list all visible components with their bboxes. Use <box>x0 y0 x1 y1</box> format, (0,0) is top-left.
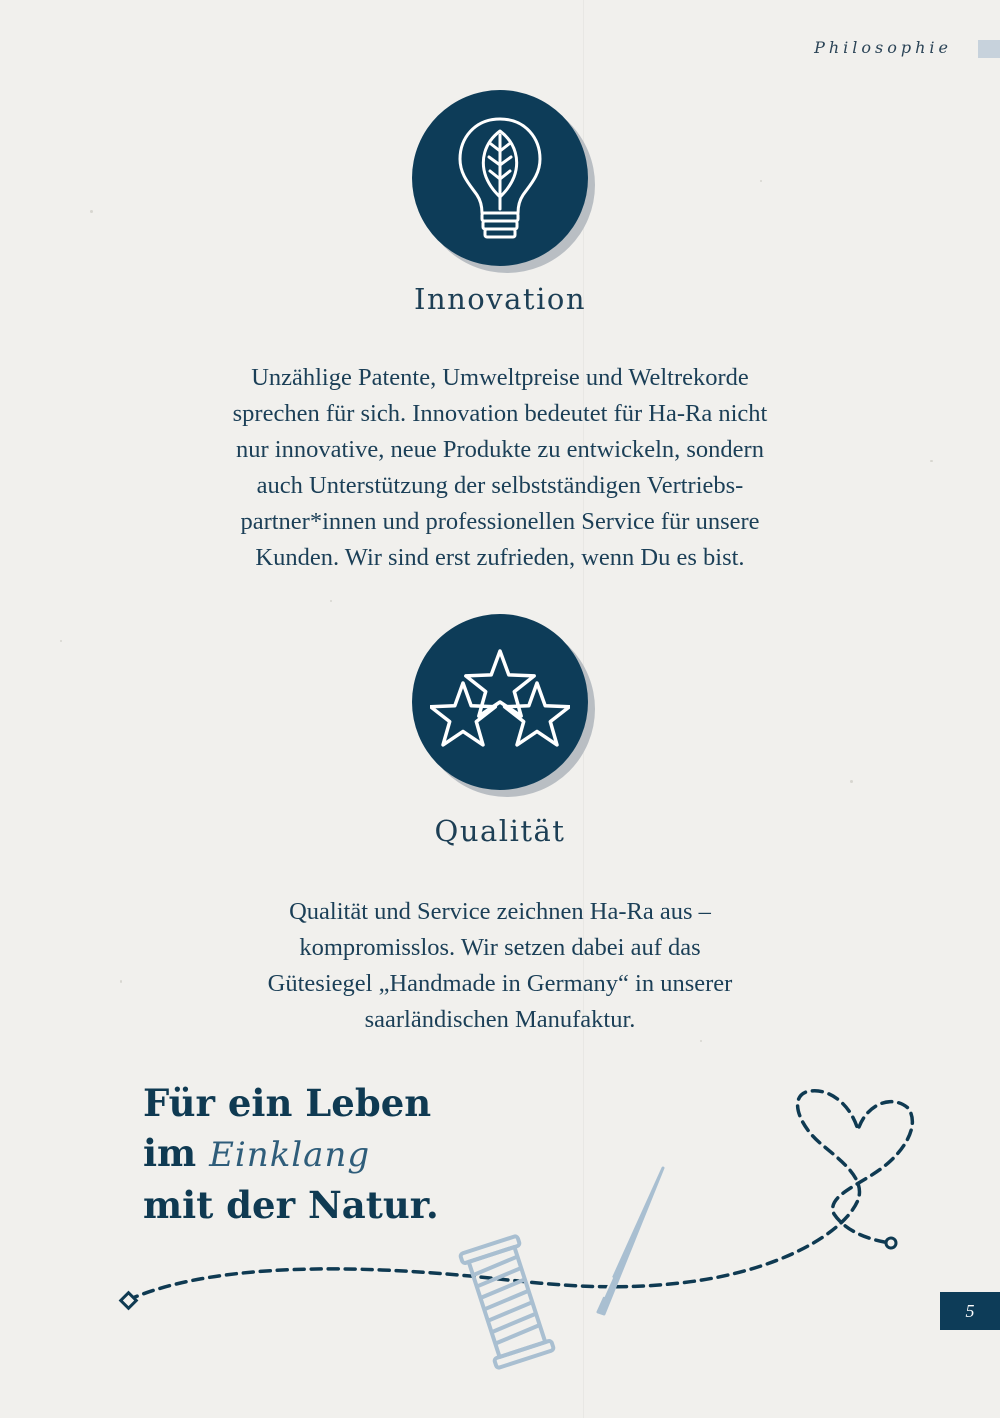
slogan-line-1: Für ein Leben <box>143 1081 432 1125</box>
paper-speck <box>60 640 62 642</box>
three-stars-icon <box>430 647 570 757</box>
slogan-line-3: mit der Natur. <box>143 1183 439 1227</box>
quality-paragraph-line: saarländischen Manufaktur. <box>364 1006 636 1033</box>
quality-title: Qualität <box>434 814 566 848</box>
innovation-paragraph-line: nur innovative, neue Produkte zu entwickeln, sondern <box>236 436 764 463</box>
page-number-badge <box>940 1292 1000 1330</box>
paper-speck <box>330 600 332 602</box>
quality-paragraph-line: Qualität und Service zeichnen Ha-Ra aus – <box>289 898 711 925</box>
innovation-paragraph <box>180 360 820 576</box>
needle-icon <box>598 1168 663 1314</box>
page-number: 5 <box>965 1300 975 1321</box>
quality-paragraph-line: kompromisslos. Wir setzen dabei auf das <box>299 934 701 961</box>
paper-speck <box>930 460 933 462</box>
innovation-badge <box>412 90 588 266</box>
lightbulb-leaf-icon <box>450 113 550 243</box>
innovation-paragraph-line: Unzählige Patente, Umweltpreise und Weltrekorde <box>251 364 749 391</box>
paper-speck <box>850 780 853 783</box>
innovation-paragraph-line: sprechen für sich. Innovation bedeutet für Ha-Ra nicht <box>232 400 768 427</box>
thread-spool-icon <box>460 1236 554 1369</box>
innovation-paragraph-line: Kunden. Wir sind erst zufrieden, wenn Du es bist. <box>255 544 745 571</box>
section-tab <box>978 40 1000 58</box>
innovation-title: Innovation <box>413 282 586 316</box>
slogan-line-2-prefix: im <box>143 1131 197 1175</box>
quality-paragraph <box>180 894 820 1038</box>
paper-speck <box>760 180 762 182</box>
paper-speck <box>700 1040 702 1042</box>
section-label: Philosophie <box>814 38 952 57</box>
paper-speck <box>90 210 93 213</box>
slogan-script-word: Einklang <box>209 1135 371 1175</box>
innovation-paragraph-line: partner*innen und professionellen Service für unsere <box>240 508 760 535</box>
sewing-decoration <box>0 1060 1000 1418</box>
quality-paragraph-line: Gütesiegel „Handmade in Germany“ in unserer <box>267 970 733 997</box>
quality-badge <box>412 614 588 790</box>
paper-speck <box>120 980 122 983</box>
innovation-paragraph-line: auch Unterstützung der selbstständigen Vertriebs- <box>256 472 744 499</box>
dashed-heart-thread-icon <box>121 1091 913 1309</box>
